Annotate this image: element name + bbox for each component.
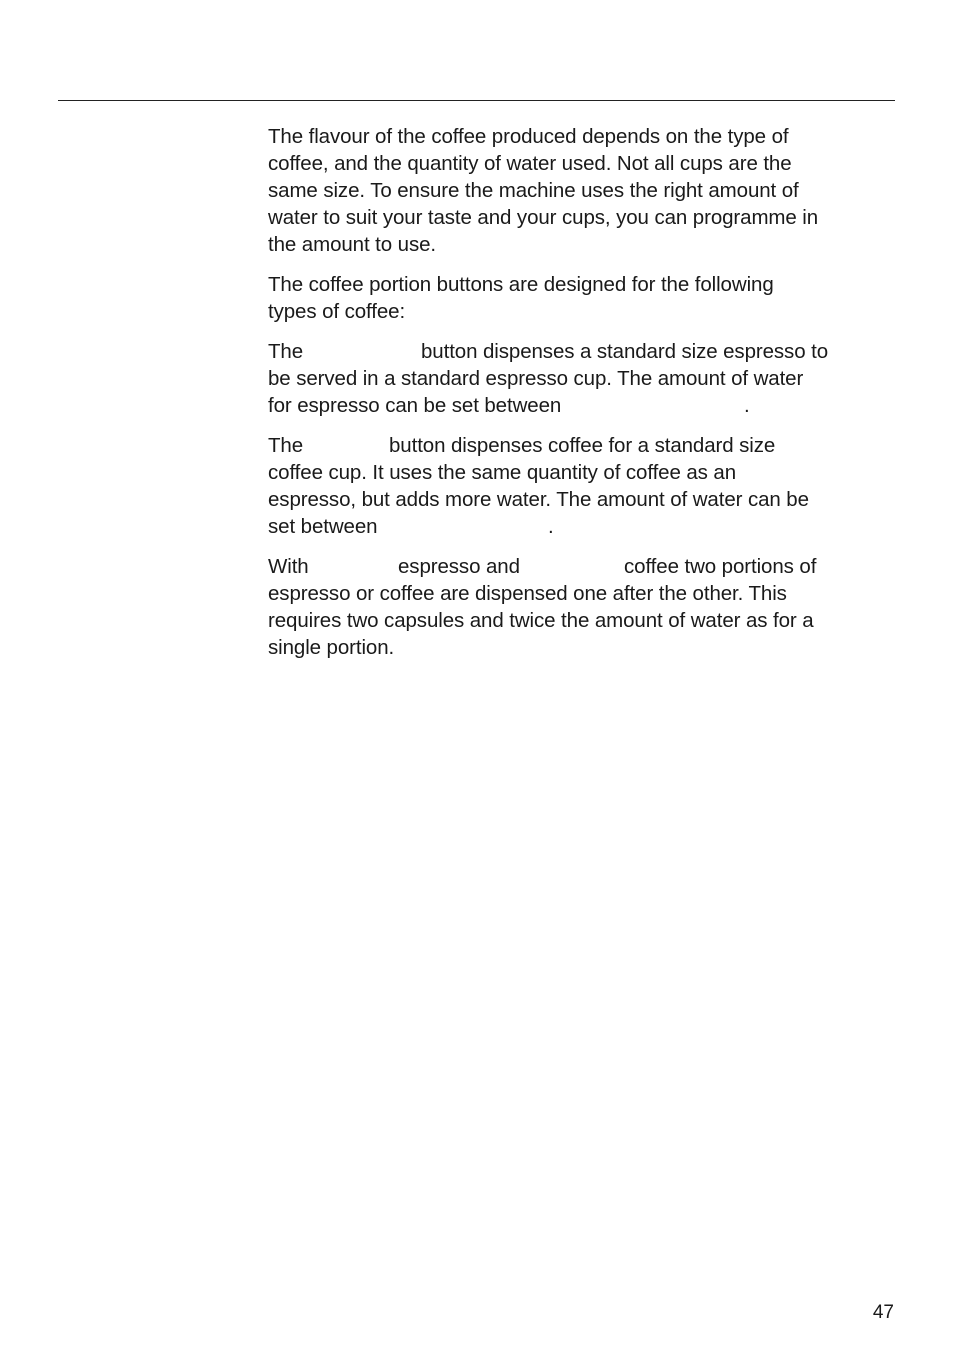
text-segment: The (268, 434, 304, 457)
text-segment: button dispenses coffee for a standard size (389, 434, 776, 457)
text-segment: coffee cup. It uses the same quantity of coffee as an (268, 461, 737, 484)
text-line (268, 553, 898, 580)
text-line (268, 365, 898, 392)
text-segment: . (548, 515, 554, 538)
text-line: types of coffee: (268, 300, 406, 323)
text-segment: espresso or coffee are dispensed one after the other. This (268, 582, 787, 605)
text-segment: espresso, but adds more water. The amount of water can be (268, 488, 809, 511)
text-line (268, 634, 898, 661)
paragraph-espresso-button (268, 338, 898, 419)
text-segment: With (268, 555, 309, 578)
paragraph-coffee-button (268, 432, 898, 540)
text-segment: button dispenses a standard size espresso to (421, 340, 828, 363)
text-line: the amount to use. (268, 233, 437, 256)
top-rule (58, 100, 895, 101)
text-line: water to suit your taste and your cups, you can programme in (268, 206, 819, 229)
text-line (268, 513, 898, 540)
text-line: The flavour of the coffee produced depends on the type of (268, 125, 789, 148)
text-segment: be served in a standard espresso cup. The amount of water (268, 367, 804, 390)
text-line (268, 580, 898, 607)
text-segment: espresso and (398, 555, 520, 578)
text-line (268, 486, 898, 513)
text-line (268, 607, 898, 634)
text-segment: single portion. (268, 636, 395, 659)
text-segment: . (744, 394, 750, 417)
text-line (268, 432, 898, 459)
text-line (268, 338, 898, 365)
text-segment: set between (268, 515, 378, 538)
paragraph-double-portion (268, 553, 898, 661)
text-line: coffee, and the quantity of water used. Not all cups are the (268, 152, 792, 175)
main-text (268, 123, 898, 674)
text-segment: for espresso can be set between (268, 394, 562, 417)
text-segment: coffee two portions of (624, 555, 817, 578)
text-segment: requires two capsules and twice the amount of water as for a (268, 609, 814, 632)
text-line (268, 459, 898, 486)
text-line (268, 392, 898, 419)
text-segment: The (268, 340, 304, 363)
paragraph-portion-buttons (268, 271, 898, 325)
paragraph-intro (268, 123, 898, 258)
text-line: same size. To ensure the machine uses the right amount of (268, 179, 799, 202)
text-line: The coffee portion buttons are designed for the following (268, 273, 774, 296)
page-number: 47 (872, 1302, 894, 1323)
